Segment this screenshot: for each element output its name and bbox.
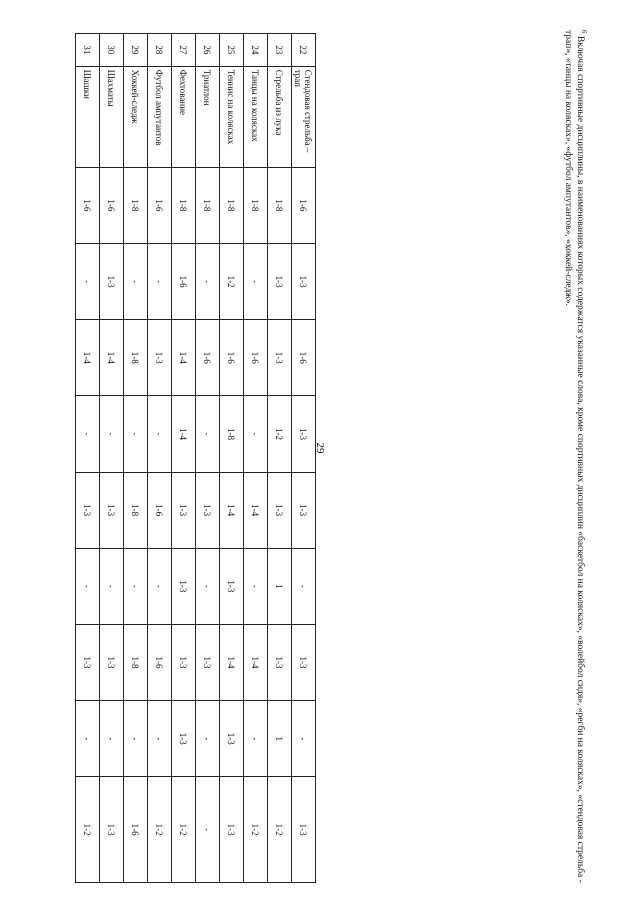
table-cell: -: [148, 701, 172, 777]
table-cell: -: [124, 548, 148, 624]
table-row: [76, 34, 100, 883]
discipline-name: Танцы на колясках: [244, 66, 268, 167]
table-cell: -: [100, 548, 124, 624]
table-cell: -: [196, 396, 220, 472]
table-row: [100, 34, 124, 883]
table-cell: -: [124, 396, 148, 472]
table-cell: 1-6: [172, 244, 196, 320]
table-cell: 1-6: [148, 472, 172, 548]
table-cell: 1-8: [124, 624, 148, 700]
discipline-name: Теннис на колясках: [220, 66, 244, 167]
table-cell: 1-3: [268, 624, 292, 700]
table-cell: 1-4: [244, 624, 268, 700]
table-cell: 1: [268, 701, 292, 777]
page-number: 29: [314, 442, 326, 454]
table-cell: 1-3: [292, 472, 316, 548]
row-number: 22: [292, 34, 316, 67]
table-cell: 1-4: [76, 320, 100, 396]
table-cell: -: [196, 244, 220, 320]
table-cell: -: [244, 244, 268, 320]
table-cell: 1-3: [196, 624, 220, 700]
table-cell: -: [292, 548, 316, 624]
table-cell: -: [124, 244, 148, 320]
row-number: 28: [148, 34, 172, 67]
table-cell: 1-8: [220, 396, 244, 472]
table-cell: 1-6: [100, 167, 124, 243]
table-cell: -: [244, 396, 268, 472]
table-cell: 1-3: [292, 244, 316, 320]
table-cell: 1-3: [292, 624, 316, 700]
table-cell: 1-8: [268, 167, 292, 243]
table-cell: 1-2: [220, 244, 244, 320]
table-cell: 1-4: [100, 320, 124, 396]
table-cell: 1-6: [148, 167, 172, 243]
table-cell: 1-6: [292, 320, 316, 396]
row-number: 25: [220, 34, 244, 67]
row-number: 29: [124, 34, 148, 67]
table-cell: 1-2: [76, 777, 100, 883]
table-cell: 1-2: [268, 777, 292, 883]
table-cell: 1-8: [196, 167, 220, 243]
discipline-name: Стрельба из лука: [268, 66, 292, 167]
table-cell: 1-3: [76, 624, 100, 700]
table-cell: -: [244, 548, 268, 624]
table-cell: -: [124, 701, 148, 777]
table-cell: 1-6: [292, 167, 316, 243]
table-cell: -: [100, 701, 124, 777]
table-cell: 1-3: [268, 244, 292, 320]
table-cell: -: [148, 244, 172, 320]
table-cell: 1-3: [172, 701, 196, 777]
table-cell: 1-3: [292, 396, 316, 472]
discipline-name: Фехтование: [172, 66, 196, 167]
table-cell: 1-3: [220, 701, 244, 777]
table-cell: 1-3: [100, 777, 124, 883]
row-number: 30: [100, 34, 124, 67]
table-cell: 1-3: [172, 472, 196, 548]
table-cell: 1-2: [172, 777, 196, 883]
table-cell: -: [292, 701, 316, 777]
table-row: [124, 34, 148, 883]
table-row: [244, 34, 268, 883]
table-cell: -: [196, 548, 220, 624]
table-row: [196, 34, 220, 883]
table-cell: 1-3: [100, 244, 124, 320]
table-cell: 1-3: [220, 548, 244, 624]
table-cell: 1-8: [244, 167, 268, 243]
discipline-name: Стендовая стрельба – трап: [292, 66, 316, 167]
table-cell: 1-2: [148, 777, 172, 883]
table-cell: 1-3: [268, 320, 292, 396]
row-number: 31: [76, 34, 100, 67]
table-cell: 1-6: [124, 777, 148, 883]
discipline-name: Шашки: [76, 66, 100, 167]
table-cell: -: [244, 701, 268, 777]
table-cell: -: [76, 548, 100, 624]
table-cell: 1-6: [220, 320, 244, 396]
table-cell: 1-4: [172, 320, 196, 396]
table-row: [268, 34, 292, 883]
sports-table: [75, 33, 316, 883]
table-row: [292, 34, 316, 883]
row-number: 24: [244, 34, 268, 67]
table-cell: 1-6: [196, 320, 220, 396]
table-row: [148, 34, 172, 883]
table-cell: 1-4: [244, 472, 268, 548]
table-cell: -: [196, 701, 220, 777]
table-cell: 1-3: [268, 472, 292, 548]
sports-table-container: [82, 33, 316, 883]
table-cell: 1-4: [220, 472, 244, 548]
discipline-name: Футбол ампутантов: [148, 66, 172, 167]
table-cell: 1-2: [244, 777, 268, 883]
table-cell: 1-3: [172, 548, 196, 624]
table-cell: 1-3: [100, 472, 124, 548]
footnote-marker: 6: [580, 30, 588, 34]
table-cell: -: [76, 244, 100, 320]
table-cell: -: [148, 548, 172, 624]
table-cell: 1-3: [172, 624, 196, 700]
table-cell: 1-4: [220, 624, 244, 700]
table-cell: 1-8: [172, 167, 196, 243]
footnote-text: Включая спортивные дисциплины, в наименованиях которых содержатся указанные слова, кроме спортивных дисциплин «баскетбол на колясках», «волейбол сидя», «регби на колясках», «стендовая стрельба - трап», «танцы на колясках», «футбол ампутантов», «хоккей-следж».: [562, 30, 585, 883]
row-number: 27: [172, 34, 196, 67]
table-cell: -: [148, 396, 172, 472]
table-cell: -: [196, 777, 220, 883]
table-cell: 1-6: [244, 320, 268, 396]
table-row: [220, 34, 244, 883]
table-cell: 1-3: [196, 472, 220, 548]
row-number: 23: [268, 34, 292, 67]
table-cell: -: [76, 396, 100, 472]
table-cell: 1-3: [148, 320, 172, 396]
table-cell: 1-8: [220, 167, 244, 243]
table-cell: 1-6: [76, 167, 100, 243]
table-cell: 1-3: [100, 624, 124, 700]
discipline-name: Хоккей-следж: [124, 66, 148, 167]
table-cell: 1-3: [220, 777, 244, 883]
table-cell: 1-6: [148, 624, 172, 700]
table-cell: 1-2: [268, 396, 292, 472]
discipline-name: Шахматы: [100, 66, 124, 167]
footnote: [548, 30, 590, 890]
table-row: [172, 34, 196, 883]
table-cell: 1-8: [124, 320, 148, 396]
table-cell: 1-3: [76, 472, 100, 548]
table-cell: 1: [268, 548, 292, 624]
table-cell: 1-4: [172, 396, 196, 472]
table-cell: -: [100, 396, 124, 472]
table-cell: 1-8: [124, 167, 148, 243]
row-number: 26: [196, 34, 220, 67]
table-cell: 1-8: [124, 472, 148, 548]
table-cell: 1-3: [292, 777, 316, 883]
discipline-name: Триатлон: [196, 66, 220, 167]
table-cell: -: [76, 701, 100, 777]
